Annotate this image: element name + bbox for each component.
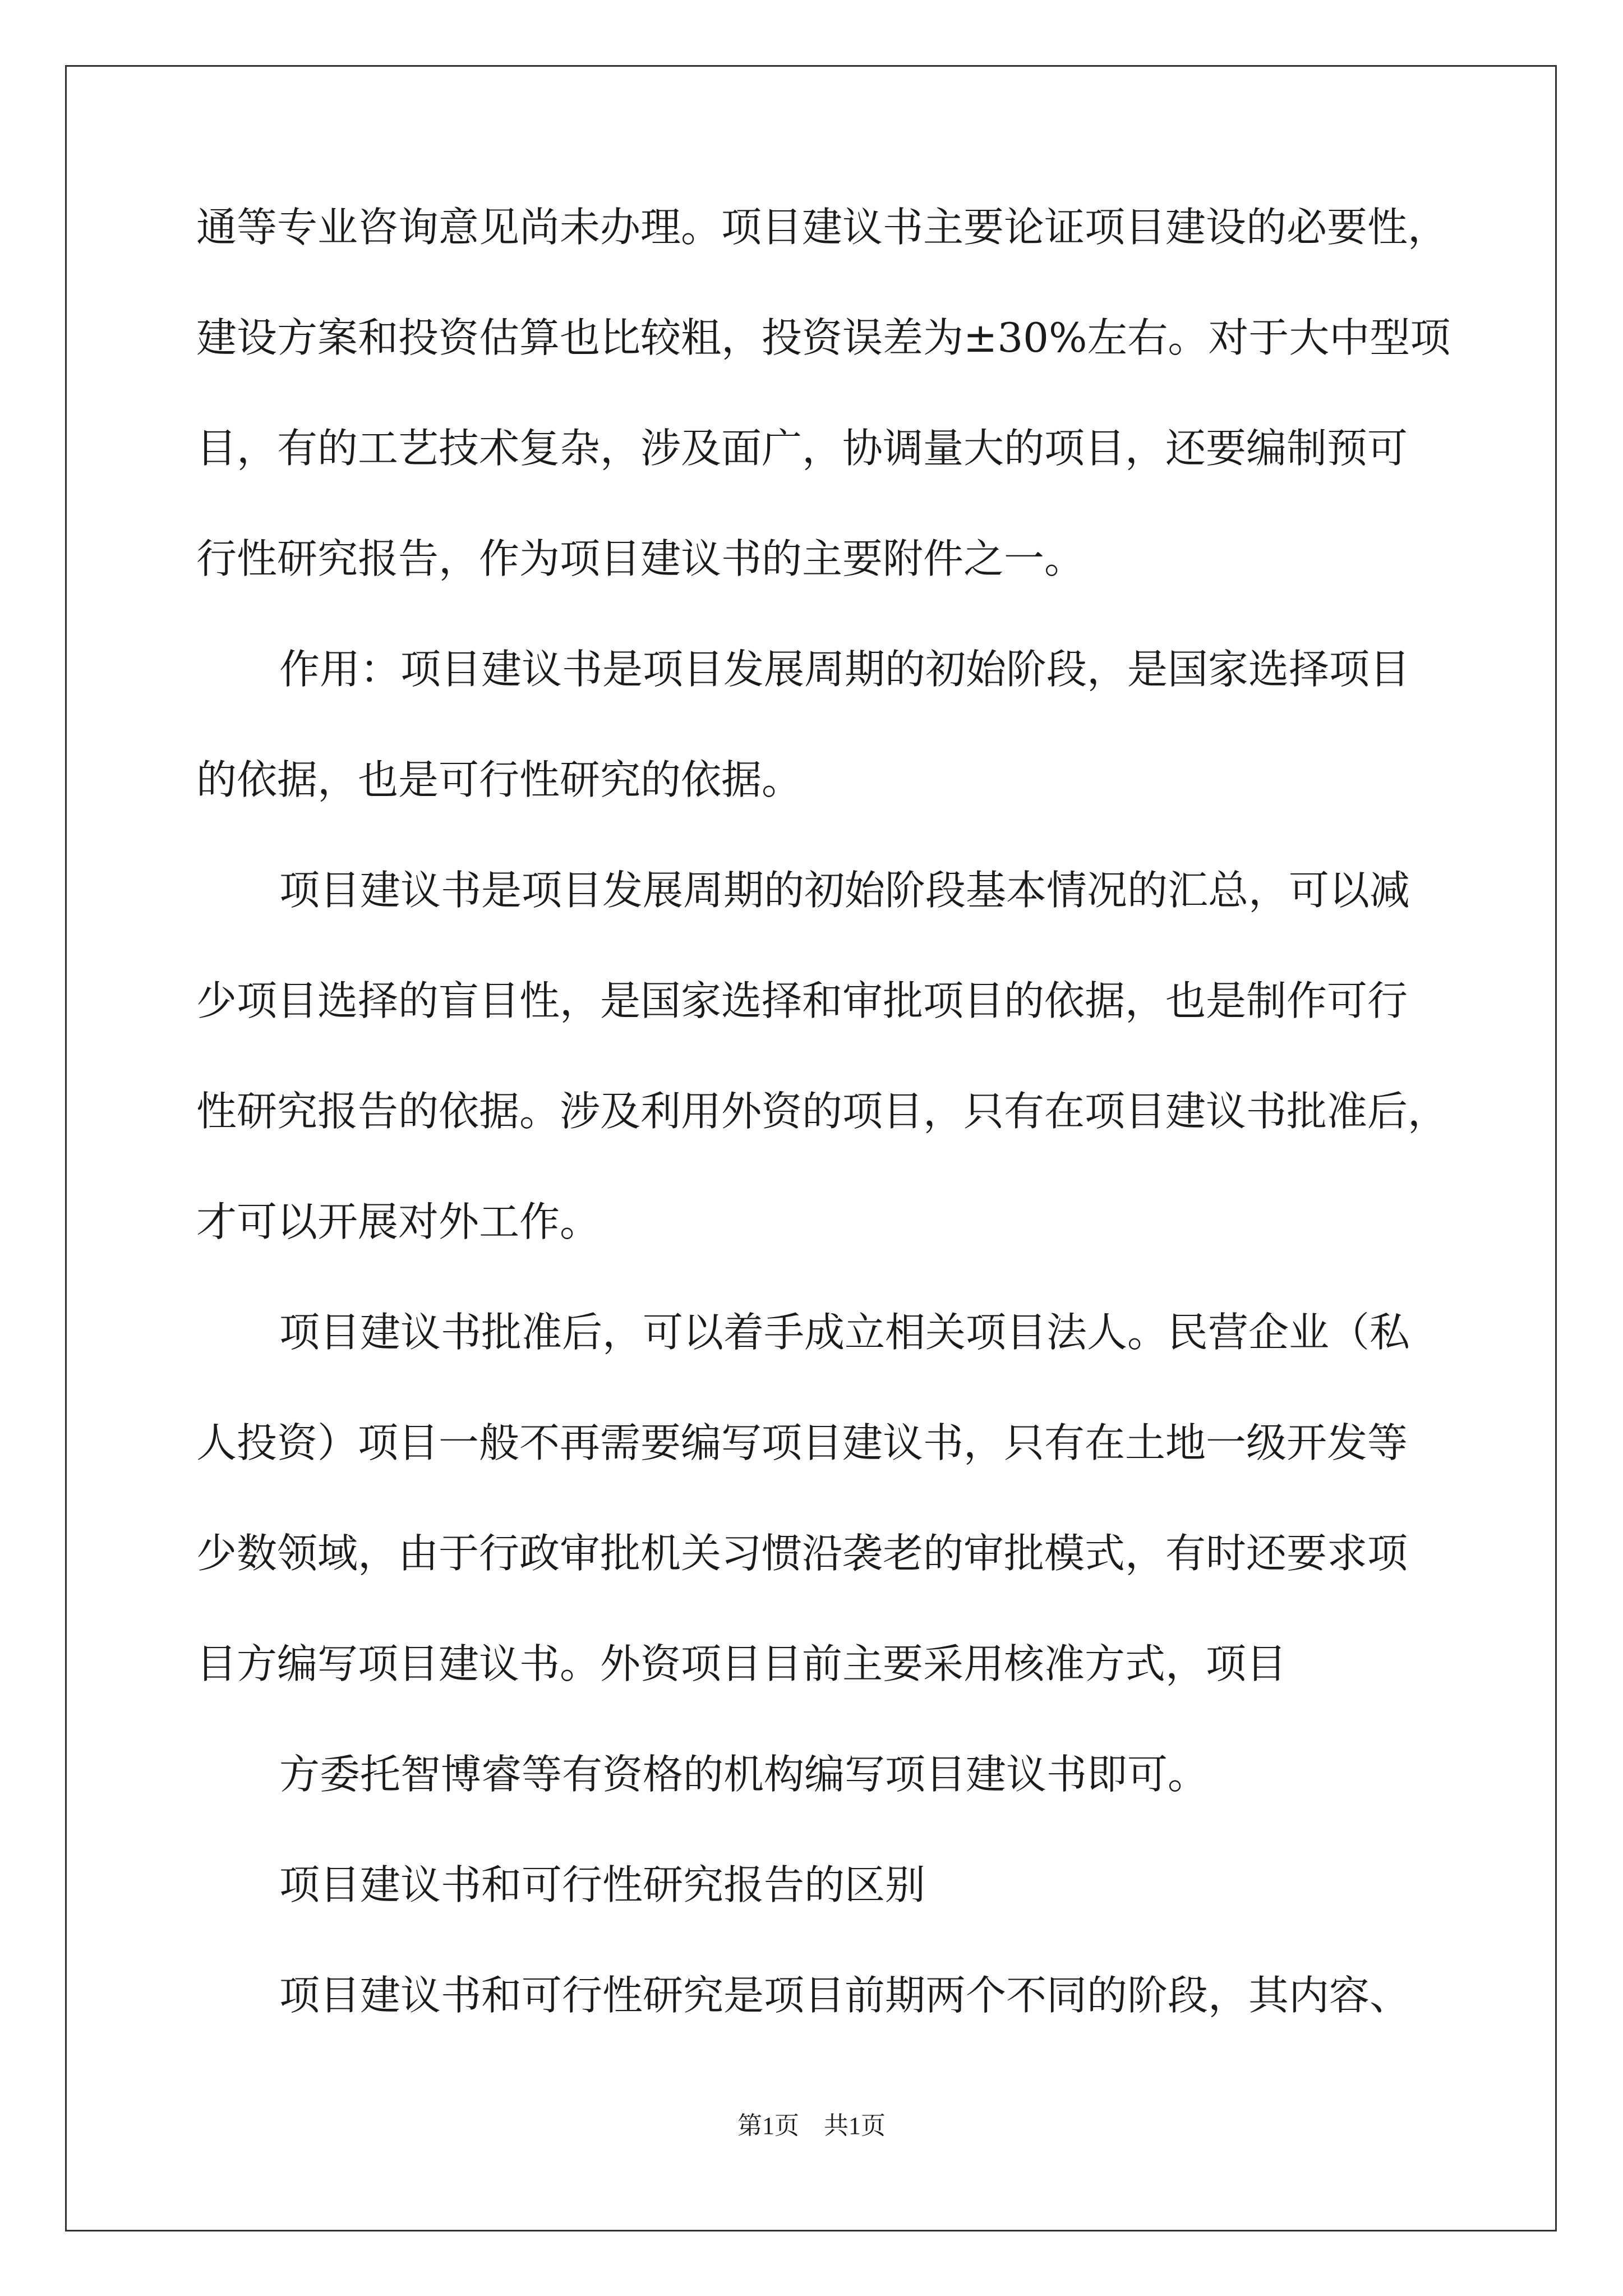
text-line: 项目建议书批准后，可以着手成立相关项目法人。民营企业（私 bbox=[279, 1309, 1410, 1356]
section-heading: 项目建议书和可行性研究报告的区别 bbox=[279, 1861, 926, 1908]
text-line: 方委托智博睿等有资格的机构编写项目建议书即可。 bbox=[279, 1751, 1209, 1798]
text-line: 才可以开展对外工作。 bbox=[196, 1198, 601, 1245]
text-line: 少项目选择的盲目性，是国家选择和审批项目的依据，也是制作可行 bbox=[196, 977, 1408, 1024]
text-line: 作用：项目建议书是项目发展周期的初始阶段，是国家选择项目 bbox=[279, 646, 1410, 693]
text-line: 项目建议书是项目发展周期的初始阶段基本情况的汇总，可以减 bbox=[279, 867, 1410, 914]
text-line: 的依据，也是可行性研究的依据。 bbox=[196, 756, 803, 803]
page-footer: 第1页 共1页 bbox=[737, 2112, 886, 2139]
text-line: 性研究报告的依据。涉及利用外资的项目，只有在项目建议书批准后， bbox=[196, 1088, 1449, 1135]
text-line: 目方编写项目建议书。外资项目目前主要采用核准方式，项目 bbox=[196, 1640, 1287, 1687]
text-line: 人投资）项目一般不再需要编写项目建议书，只有在土地一级开发等 bbox=[196, 1419, 1408, 1466]
text-line: 目，有的工艺技术复杂，涉及面广，协调量大的项目，还要编制预可 bbox=[196, 425, 1408, 472]
text-line: 建设方案和投资估算也比较粗，投资误差为±30%左右。对于大中型项 bbox=[196, 314, 1451, 361]
text-line: 少数领域，由于行政审批机关习惯沿袭老的审批模式，有时还要求项 bbox=[196, 1530, 1408, 1577]
text-line: 行性研究报告，作为项目建议书的主要附件之一。 bbox=[196, 535, 1085, 582]
text-line: 通等专业咨询意见尚未办理。项目建议书主要论证项目建设的必要性， bbox=[196, 204, 1449, 251]
text-line: 项目建议书和可行性研究是项目前期两个不同的阶段，其内容、 bbox=[279, 1972, 1410, 2019]
